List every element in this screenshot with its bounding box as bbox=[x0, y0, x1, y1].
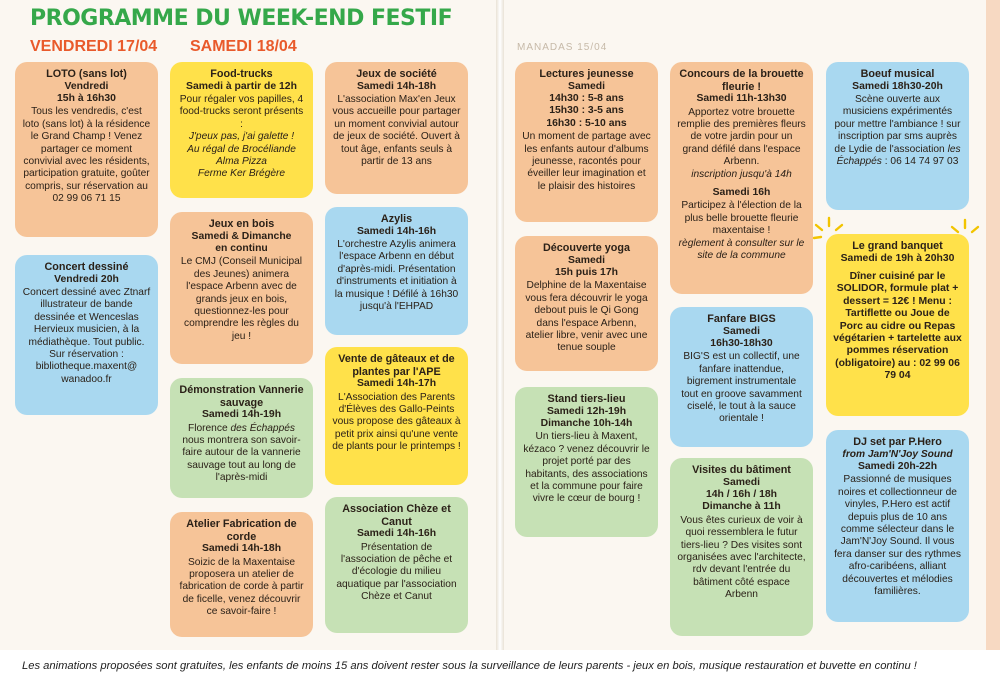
card-vente-gateaux bbox=[325, 347, 468, 485]
card-body: Pour régaler vos papilles, 4 food-trucks seront présents : bbox=[179, 94, 304, 130]
card-time: Dimanche à 11h bbox=[702, 501, 781, 513]
card-body-emphasis: les Échappés bbox=[836, 143, 961, 168]
card-when: Samedi de 19h à 20h30 bbox=[840, 252, 955, 264]
card-when: Samedi bbox=[723, 325, 760, 337]
card-title: Food-trucks bbox=[210, 68, 273, 80]
card-dj-set bbox=[826, 430, 969, 622]
card-jeux-en-bois bbox=[170, 212, 313, 364]
card-when: Samedi à partir de 12h bbox=[186, 80, 297, 92]
card-visites-batiment bbox=[670, 458, 813, 636]
card-title: Jeux en bois bbox=[208, 218, 275, 230]
card-body: Participez à l'élection de la plus belle brouette fleurie maxentaise ! bbox=[681, 200, 802, 237]
card-body: Un tiers-lieu à Maxent, kézaco ? venez découvrir le projet porté par des habitants, des associations et la commune pour faire vivre le cœur de bourg ! bbox=[523, 431, 650, 505]
card-time: Samedi 16h bbox=[712, 187, 771, 199]
card-body: Delphine de la Maxentaise vous fera découvrir le yoga debout puis le Qi Gong dans l'espace Arbenn, atelier libre, venir avec une tenue souple bbox=[525, 280, 648, 354]
card-when: Samedi 12h-19h bbox=[546, 405, 627, 417]
card-title: Concours de la brouette fleurie ! bbox=[679, 68, 804, 93]
food-truck-item: Ferme Ker Brégère bbox=[197, 168, 286, 180]
card-title: Visites du bâtiment bbox=[692, 464, 791, 476]
card-time: Dimanche 10h-14h bbox=[540, 418, 633, 429]
card-body: Tous les vendredis, c'est loto (sans lot) à la résidence le Grand Champ ! Venez partager ce moment convivial avec les résidents, participation gratuite, goûter compris, sur réservation au 02 99 06 71 15 bbox=[22, 106, 151, 205]
card-title: Le grand banquet bbox=[852, 240, 943, 252]
card-title: Boeuf musical bbox=[860, 68, 935, 80]
card-when: Samedi 14h-16h bbox=[356, 528, 437, 540]
card-when: Samedi bbox=[568, 254, 605, 266]
card-when: Samedi 14h-18h bbox=[201, 543, 282, 555]
card-lectures-jeunesse bbox=[515, 62, 658, 222]
card-title: Stand tiers-lieu bbox=[547, 393, 626, 405]
food-truck-item: Au régal de Brocéliande bbox=[187, 143, 296, 155]
session-time: 16h30 : 5-10 ans bbox=[546, 117, 627, 129]
card-cheze-canut bbox=[325, 497, 468, 633]
card-body: Passionné de musiques noires et collectionneur de vinyles, P.Hero est actif depuis plus de 10 ans comme sélecteur dans le Jam'N'Joy Sound. Il vous fera danser sur des rythmes afro-caribéens, alliant découvertes et mélodies familières. bbox=[834, 474, 961, 598]
card-when: Samedi 14h-19h bbox=[201, 409, 282, 421]
card-title: Atelier Fabrication de corde bbox=[186, 518, 297, 543]
card-when: Samedi & Dimanche bbox=[191, 230, 292, 242]
card-when: Vendredi bbox=[64, 80, 109, 92]
card-title: Concert dessiné bbox=[44, 261, 129, 273]
card-note: règlement à consulter sur le site de la commune bbox=[678, 237, 805, 262]
session-time: 15h30 : 3-5 ans bbox=[549, 105, 624, 117]
card-title: Association Chèze et Canut bbox=[342, 503, 451, 528]
card-body: L'orchestre Azylis animera l'espace Arbenn en début d'après-midi. Présentation d'instruments et initiation à la musique ! Défilé à 16h30 jusqu'à l'EHPAD bbox=[334, 239, 459, 313]
day-heading-friday bbox=[30, 38, 157, 56]
right-edge-band bbox=[986, 0, 1000, 650]
page-title: PROGRAMME DU WEEK-END FESTIF bbox=[30, 6, 453, 31]
card-body-text: Scène ouverte aux musiciens expérimentés pour mettre l'ambiance ! sur inscription par sms auprès de Lydie de l'association bbox=[834, 94, 961, 155]
card-when: Samedi 14h-18h bbox=[356, 80, 437, 92]
card-body: Un moment de partage avec les enfants autour d'albums jeunesse, racontés pour éveiller leur imagination et le plaisir des histoires bbox=[522, 131, 651, 192]
card-vannerie bbox=[170, 378, 313, 498]
footer-bar bbox=[0, 650, 1000, 689]
card-title: Lectures jeunesse bbox=[539, 68, 634, 80]
card-title: Découverte yoga bbox=[542, 242, 630, 254]
day-date: 18/04 bbox=[256, 38, 297, 55]
card-body bbox=[177, 423, 306, 485]
card-title: Démonstration Vannerie sauvage bbox=[179, 384, 304, 409]
card-title: Azylis bbox=[380, 213, 413, 225]
card-stand-tiers-lieu bbox=[515, 387, 658, 537]
card-title: LOTO (sans lot) bbox=[46, 68, 127, 80]
card-when: Samedi 20h-22h bbox=[857, 461, 938, 472]
card-loto bbox=[15, 62, 158, 237]
card-when: Samedi 14h-17h bbox=[356, 378, 437, 390]
card-title: DJ set par P.Hero bbox=[853, 436, 942, 448]
card-title: Jeux de société bbox=[356, 68, 437, 80]
card-food-trucks bbox=[170, 62, 313, 198]
card-brouette-fleurie bbox=[670, 62, 813, 294]
card-body: Le CMJ (Conseil Municipal des Jeunes) animera l'espace Arbenn avec de grands jeux en bois, questionnez-les pour comprendre les règles du jeu ! bbox=[180, 256, 303, 342]
card-when: Samedi 18h30-20h bbox=[852, 80, 943, 92]
card-time: 15h à 16h30 bbox=[57, 93, 116, 104]
card-body: Vous êtes curieux de voir à quoi ressemblera le futur tiers-lieu ? Des visites sont organisées avec l'architecte, rdv devant l'entrée du bâtiment côté espace Arbenn bbox=[677, 514, 806, 601]
card-body: Apportez votre brouette remplie des premières fleurs de votre jardin pour un grand défilé dans l'espace Arbenn. bbox=[677, 106, 806, 168]
card-body-text: Florence bbox=[187, 422, 231, 434]
card-time: 14h / 16h / 18h bbox=[705, 489, 778, 500]
show-through-text: MANADAS 15/04 bbox=[517, 42, 608, 53]
card-when: Samedi bbox=[723, 476, 760, 488]
card-when: Vendredi 20h bbox=[54, 273, 119, 285]
day-heading-saturday bbox=[190, 38, 297, 56]
card-fanfare-bigs bbox=[670, 307, 813, 447]
card-yoga bbox=[515, 236, 658, 371]
card-concert bbox=[15, 255, 158, 415]
card-time: 15h puis 17h bbox=[555, 267, 618, 278]
card-body-emphasis: des Échappés bbox=[230, 422, 296, 434]
food-truck-item: J'peux pas, j'ai galette ! bbox=[188, 131, 295, 143]
card-body-text: nous montrera son savoir-faire autour de la vannerie sauvage tout au long de l'après-midi bbox=[182, 435, 301, 484]
card-body: BIG'S est un collectif, une fanfare inattendue, bigrement instrumentale tout en groove savamment ciselé, le tout à la sauce orientale ! bbox=[681, 351, 802, 425]
card-azylis bbox=[325, 207, 468, 335]
card-jeux-de-societe bbox=[325, 62, 468, 194]
day-label: VENDREDI bbox=[30, 38, 113, 55]
page-fold bbox=[496, 0, 504, 650]
card-title: Vente de gâteaux et de plantes par l'APE bbox=[338, 353, 455, 378]
card-body: Concert dessiné avec Ztnarf illustrateur de bande dessinée et Wenceslas Hervieux musicien, à la médiathèque. Tout public. Sur réservation : bibliotheque.maxent@ wanadoo.fr bbox=[22, 287, 151, 385]
card-note: inscription jusqu'à 14h bbox=[691, 168, 792, 180]
card-when: Samedi 14h-16h bbox=[356, 225, 437, 237]
card-when: Samedi bbox=[568, 80, 605, 92]
card-subtitle: from Jam'N'Joy Sound bbox=[842, 448, 953, 460]
card-body: L'Association des Parents d'Élèves des Gallo-Peints vous propose des gâteaux à petit prix ainsi qu'une vente de plants pour le printemps ! bbox=[332, 391, 461, 453]
card-body bbox=[833, 94, 962, 168]
card-time: en continu bbox=[215, 243, 268, 254]
card-corde bbox=[170, 512, 313, 637]
card-body: L'association Max'en Jeux vous accueille pour partager un moment convivial autour de jeux de société. Ouvert à tout âge, enfants seuls à partir de 13 ans bbox=[332, 94, 461, 168]
card-title: Fanfare BIGS bbox=[707, 313, 776, 325]
day-date: 17/04 bbox=[117, 38, 158, 55]
card-body: Soizic de la Maxentaise proposera un atelier de fabrication de corde à partir de ficelle, venez découvrir ce savoir-faire ! bbox=[179, 556, 304, 618]
session-time: 14h30 : 5-8 ans bbox=[549, 93, 624, 104]
card-time: 16h30-18h30 bbox=[710, 338, 773, 349]
card-grand-banquet bbox=[826, 234, 969, 416]
card-when: Samedi 11h-13h30 bbox=[696, 93, 787, 105]
card-phone: : 06 14 74 97 03 bbox=[881, 156, 959, 168]
food-truck-item: Alma Pizza bbox=[216, 156, 267, 168]
card-body: Dîner cuisiné par le SOLIDOR, formule plat + dessert = 12€ ! Menu : Tartiflette ou Joue de Porc au cidre ou Repas végétarien + tartelette aux pommes réservation (obligatoire) au : 02 99 06 79 04 bbox=[833, 271, 962, 382]
day-label: SAMEDI bbox=[190, 38, 253, 55]
footer-note: Les animations proposées sont gratuites, les enfants de moins 15 ans doivent rester sous la surveillance de leurs parents - jeux en bois, musique restauration et buvette en continu ! bbox=[22, 660, 917, 672]
card-body: Présentation de l'association de pêche et d'écologie du milieu aquatique par l'association Chèze et Canut bbox=[336, 541, 457, 603]
card-boeuf-musical bbox=[826, 62, 969, 210]
